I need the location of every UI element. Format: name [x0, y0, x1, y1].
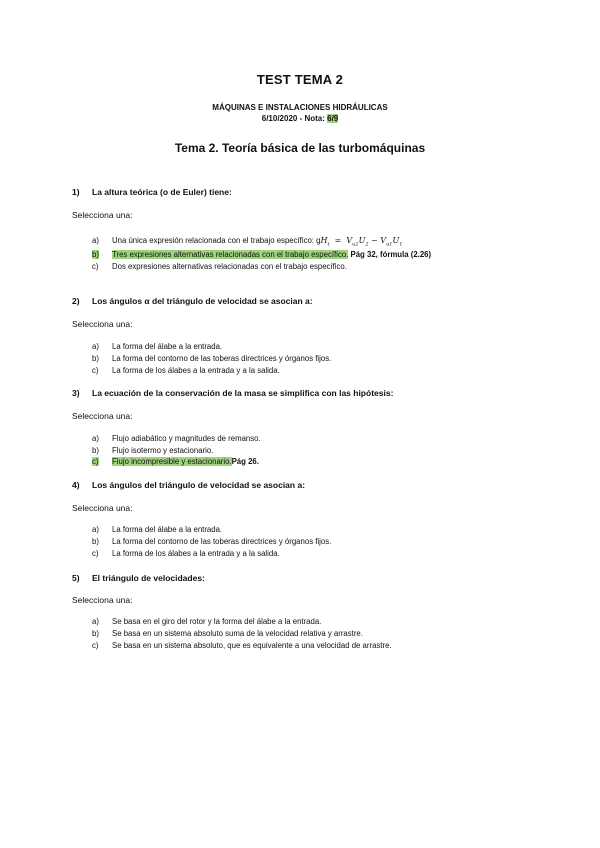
- option-text: Flujo incompresible y estacionario.: [112, 457, 232, 466]
- euler-formula: $H_t = V_{u2}U_2 - V_{u1}U_1$: [320, 236, 403, 248]
- subject-line: MÁQUINAS E INSTALACIONES HIDRÁULICAS: [212, 103, 388, 112]
- section-title: Tema 2. Teoría básica de las turbomáquinas: [174, 141, 426, 155]
- option-letter: b): [92, 354, 99, 363]
- option-text: La forma del álabe a la entrada.: [112, 342, 223, 351]
- select-label: Selecciona una:: [72, 411, 133, 421]
- select-label: Selecciona una:: [72, 210, 133, 220]
- option-text: La forma del álabe a la entrada.: [112, 525, 223, 534]
- document-title: TEST TEMA 2: [256, 72, 344, 87]
- option-letter: a): [92, 236, 99, 245]
- question-number: 3): [72, 388, 80, 398]
- option-letter: c): [92, 549, 99, 558]
- date-grade-line: [0, 114, 600, 123]
- option-letter: c): [92, 262, 99, 271]
- option-text: Flujo adiabático y magnitudes de remanso.: [112, 434, 261, 443]
- question-3: [72, 388, 393, 398]
- option-letter: b): [92, 446, 99, 455]
- question-number: 2): [72, 296, 80, 306]
- question-5: [72, 573, 205, 583]
- question-number: 5): [72, 573, 80, 583]
- option-letter: a): [92, 342, 99, 351]
- option-letter: c): [92, 457, 99, 466]
- question-1: [72, 187, 232, 197]
- option-text: Se basa en un sistema absoluto suma de la velocidad relativa y arrastre.: [112, 629, 363, 638]
- question-number: 1): [72, 187, 80, 197]
- option-letter: c): [92, 641, 99, 650]
- option-text: Tres expresiones alternativas relacionadas con el trabajo específico.: [112, 250, 349, 259]
- option-letter: b): [92, 629, 99, 638]
- option-letter: b): [92, 250, 99, 259]
- option-text: Se basa en un sistema absoluto, que es equivalente a una velocidad de arrastre.: [112, 641, 392, 650]
- option-text: La forma de los álabes a la entrada y a la salida.: [112, 366, 280, 375]
- select-label: Selecciona una:: [72, 595, 133, 605]
- question-number: 4): [72, 480, 80, 490]
- select-label: Selecciona una:: [72, 319, 133, 329]
- option-letter: b): [92, 537, 99, 546]
- date-text: 6/10/2020 - Nota:: [261, 114, 328, 123]
- option-letter: a): [92, 525, 99, 534]
- option-text: Se basa en el giro del rotor y la forma del álabe a la entrada.: [112, 617, 322, 626]
- question-2: [72, 296, 313, 306]
- option-note: Pág 26.: [231, 457, 259, 466]
- option-letter: a): [92, 617, 99, 626]
- option-text: La forma del contorno de las toberas directrices y órganos fijos.: [112, 537, 332, 546]
- question-text: Los ángulos α del triángulo de velocidad se asocian a:: [92, 296, 313, 306]
- question-text: La altura teórica (o de Euler) tiene:: [92, 187, 232, 197]
- question-text: La ecuación de la conservación de la masa se simplifica con las hipótesis:: [92, 388, 394, 398]
- option-note: Pág 32, fórmula (2.26): [350, 250, 432, 259]
- option-text: Una única expresión relacionada con el trabajo específico: g: [112, 236, 321, 245]
- question-text: El triángulo de velocidades:: [92, 573, 205, 583]
- option-text: Dos expresiones alternativas relacionadas con el trabajo específico.: [112, 262, 347, 271]
- option-letter: c): [92, 366, 99, 375]
- select-label: Selecciona una:: [72, 503, 133, 513]
- question-text: Los ángulos del triángulo de velocidad se asocian a:: [92, 480, 306, 490]
- option-text: Flujo isotermo y estacionario.: [112, 446, 214, 455]
- option-text: La forma del contorno de las toberas directrices y órganos fijos.: [112, 354, 332, 363]
- question-4: [72, 480, 305, 490]
- option-letter: a): [92, 434, 99, 443]
- grade-value: 6/9: [327, 114, 339, 123]
- option-text: La forma de los álabes a la entrada y a la salida.: [112, 549, 280, 558]
